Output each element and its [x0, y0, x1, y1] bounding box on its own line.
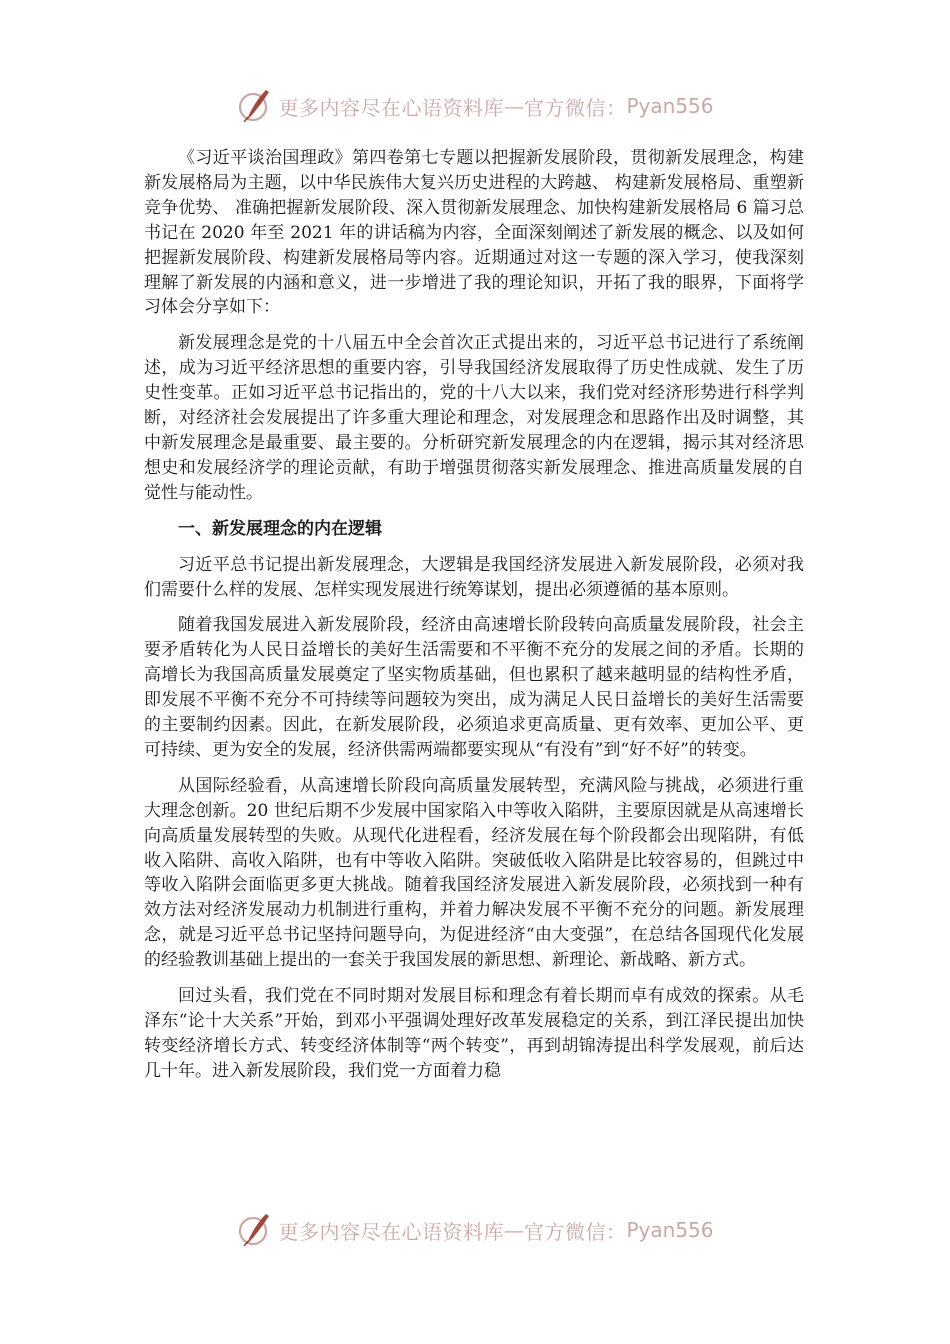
- document-body: [144, 146, 804, 1095]
- paragraph-body-1: 习近平总书记提出新发展理念，大逻辑是我国经济发展进入新发展阶段，必须对我们需要什么样的发展、怎样实现发展进行统筹谋划，提出必须遵循的基本原则。: [144, 554, 804, 600]
- paragraph-body-4: 回过头看，我们党在不同时期对发展目标和理念有着长期而卓有成效的探索。从毛泽东“论十大关系”开始，到邓小平强调处理好改革发展稳定的关系，到江泽民提出加快转变经济增长方式、转变经济体制等“两个转变”，再到胡锦涛提出科学发展观，前后达几十年。进入新发展阶段，我们党一方面着力稳: [144, 986, 804, 1081]
- footer-watermark: [0, 1208, 950, 1252]
- header-watermark: [0, 84, 950, 128]
- watermark-separator: —: [503, 1218, 524, 1242]
- quill-pen-icon: [236, 87, 274, 125]
- watermark-contact-text: 官方微信：: [523, 95, 627, 120]
- watermark-separator: —: [503, 94, 524, 118]
- section-heading: 一、新发展理念的内在逻辑: [178, 518, 382, 539]
- watermark-site-text: 更多内容尽在心语资料库: [278, 1219, 504, 1244]
- watermark-site-text: 更多内容尽在心语资料库: [278, 95, 504, 120]
- watermark-wechat-id: Pyan556: [626, 1218, 714, 1242]
- paragraph-body-2: 随着我国发展进入新发展阶段，经济由高速增长阶段转向高质量发展阶段，社会主要矛盾转化为人民日益增长的美好生活需要和不平衡不充分的发展之间的矛盾。长期的高增长为我国高质量发展奠定了坚实物质基础，但也累积了越来越明显的结构性矛盾，即发展不平衡不充分不可持续等问题较为突出，成为满足人民日益增长的美好生活需要的主要制约因素。因此，在新发展阶段，必须追求更高质量、更有效率、更加公平、更可持续、更为安全的发展，经济供需两端都要实现从“有没有”到“好不好”的转变。: [144, 615, 804, 760]
- watermark-wechat-id: Pyan556: [626, 94, 714, 118]
- paragraph-body-3: 从国际经验看，从高速增长阶段向高质量发展转型，充满风险与挑战，必须进行重大理念创新。20 世纪后期不少发展中国家陷入中等收入陷阱，主要原因就是从高速增长向高质量发展转型的失败。从现代化进程看，经济发展在每个阶段都会出现陷阱，有低收入陷阱、高收入陷阱，也有中等收入陷阱。突破低收入陷阱是比较容易的，但跳过中等收入陷阱会面临更多更大挑战。随着我国经济发展进入新发展阶段，必须找到一种有效方法对经济发展动力机制进行重构，并着力解决发展不平衡不充分的问题。新发展理念，就是习近平总书记坚持问题导向，为促进经济“由大变强”，在总结各国现代化发展的经验教训基础上提出的一套关于我国发展的新思想、新理论、新战略、新方式。: [144, 775, 804, 971]
- paragraph-intro-1: 《习近平谈治国理政》第四卷第七专题以把握新发展阶段，贯彻新发展理念，构建新发展格局为主题，以中华民族伟大复兴历史进程的大跨越、 构建新发展格局、重塑新竞争优势、 准确把握新发展阶段、深入贯彻新发展理念、加快构建新发展格局 6 篇习总书记在 2020 年至 2021 年的讲话稿为内容，全面深刻阐述了新发展的概念、以及如何把握新发展阶段、构建新发展格局等内容。近期通过对这一专题的深入学习，使我深刻理解了新发展的内涵和意义，进一步增进了我的理论知识，开拓了我的眼界，下面将学习体会分享如下：: [144, 148, 804, 318]
- watermark-contact-text: 官方微信：: [523, 1219, 627, 1244]
- paragraph-intro-2: 新发展理念是党的十八届五中全会首次正式提出来的，习近平总书记进行了系统阐述，成为习近平经济思想的重要内容，引导我国经济发展取得了历史性成就、发生了历史性变革。正如习近平总书记指出的，党的十八大以来，我们党对经济形势进行科学判断，对经济社会发展提出了许多重大理论和理念，对发展理念和思路作出及时调整，其中新发展理念是最重要、最主要的。分析研究新发展理念的内在逻辑，揭示其对经济思想史和发展经济学的理论贡献，有助于增强贯彻落实新发展理念、推进高质量发展的自觉性与能动性。: [144, 333, 804, 503]
- quill-pen-icon: [236, 1211, 274, 1249]
